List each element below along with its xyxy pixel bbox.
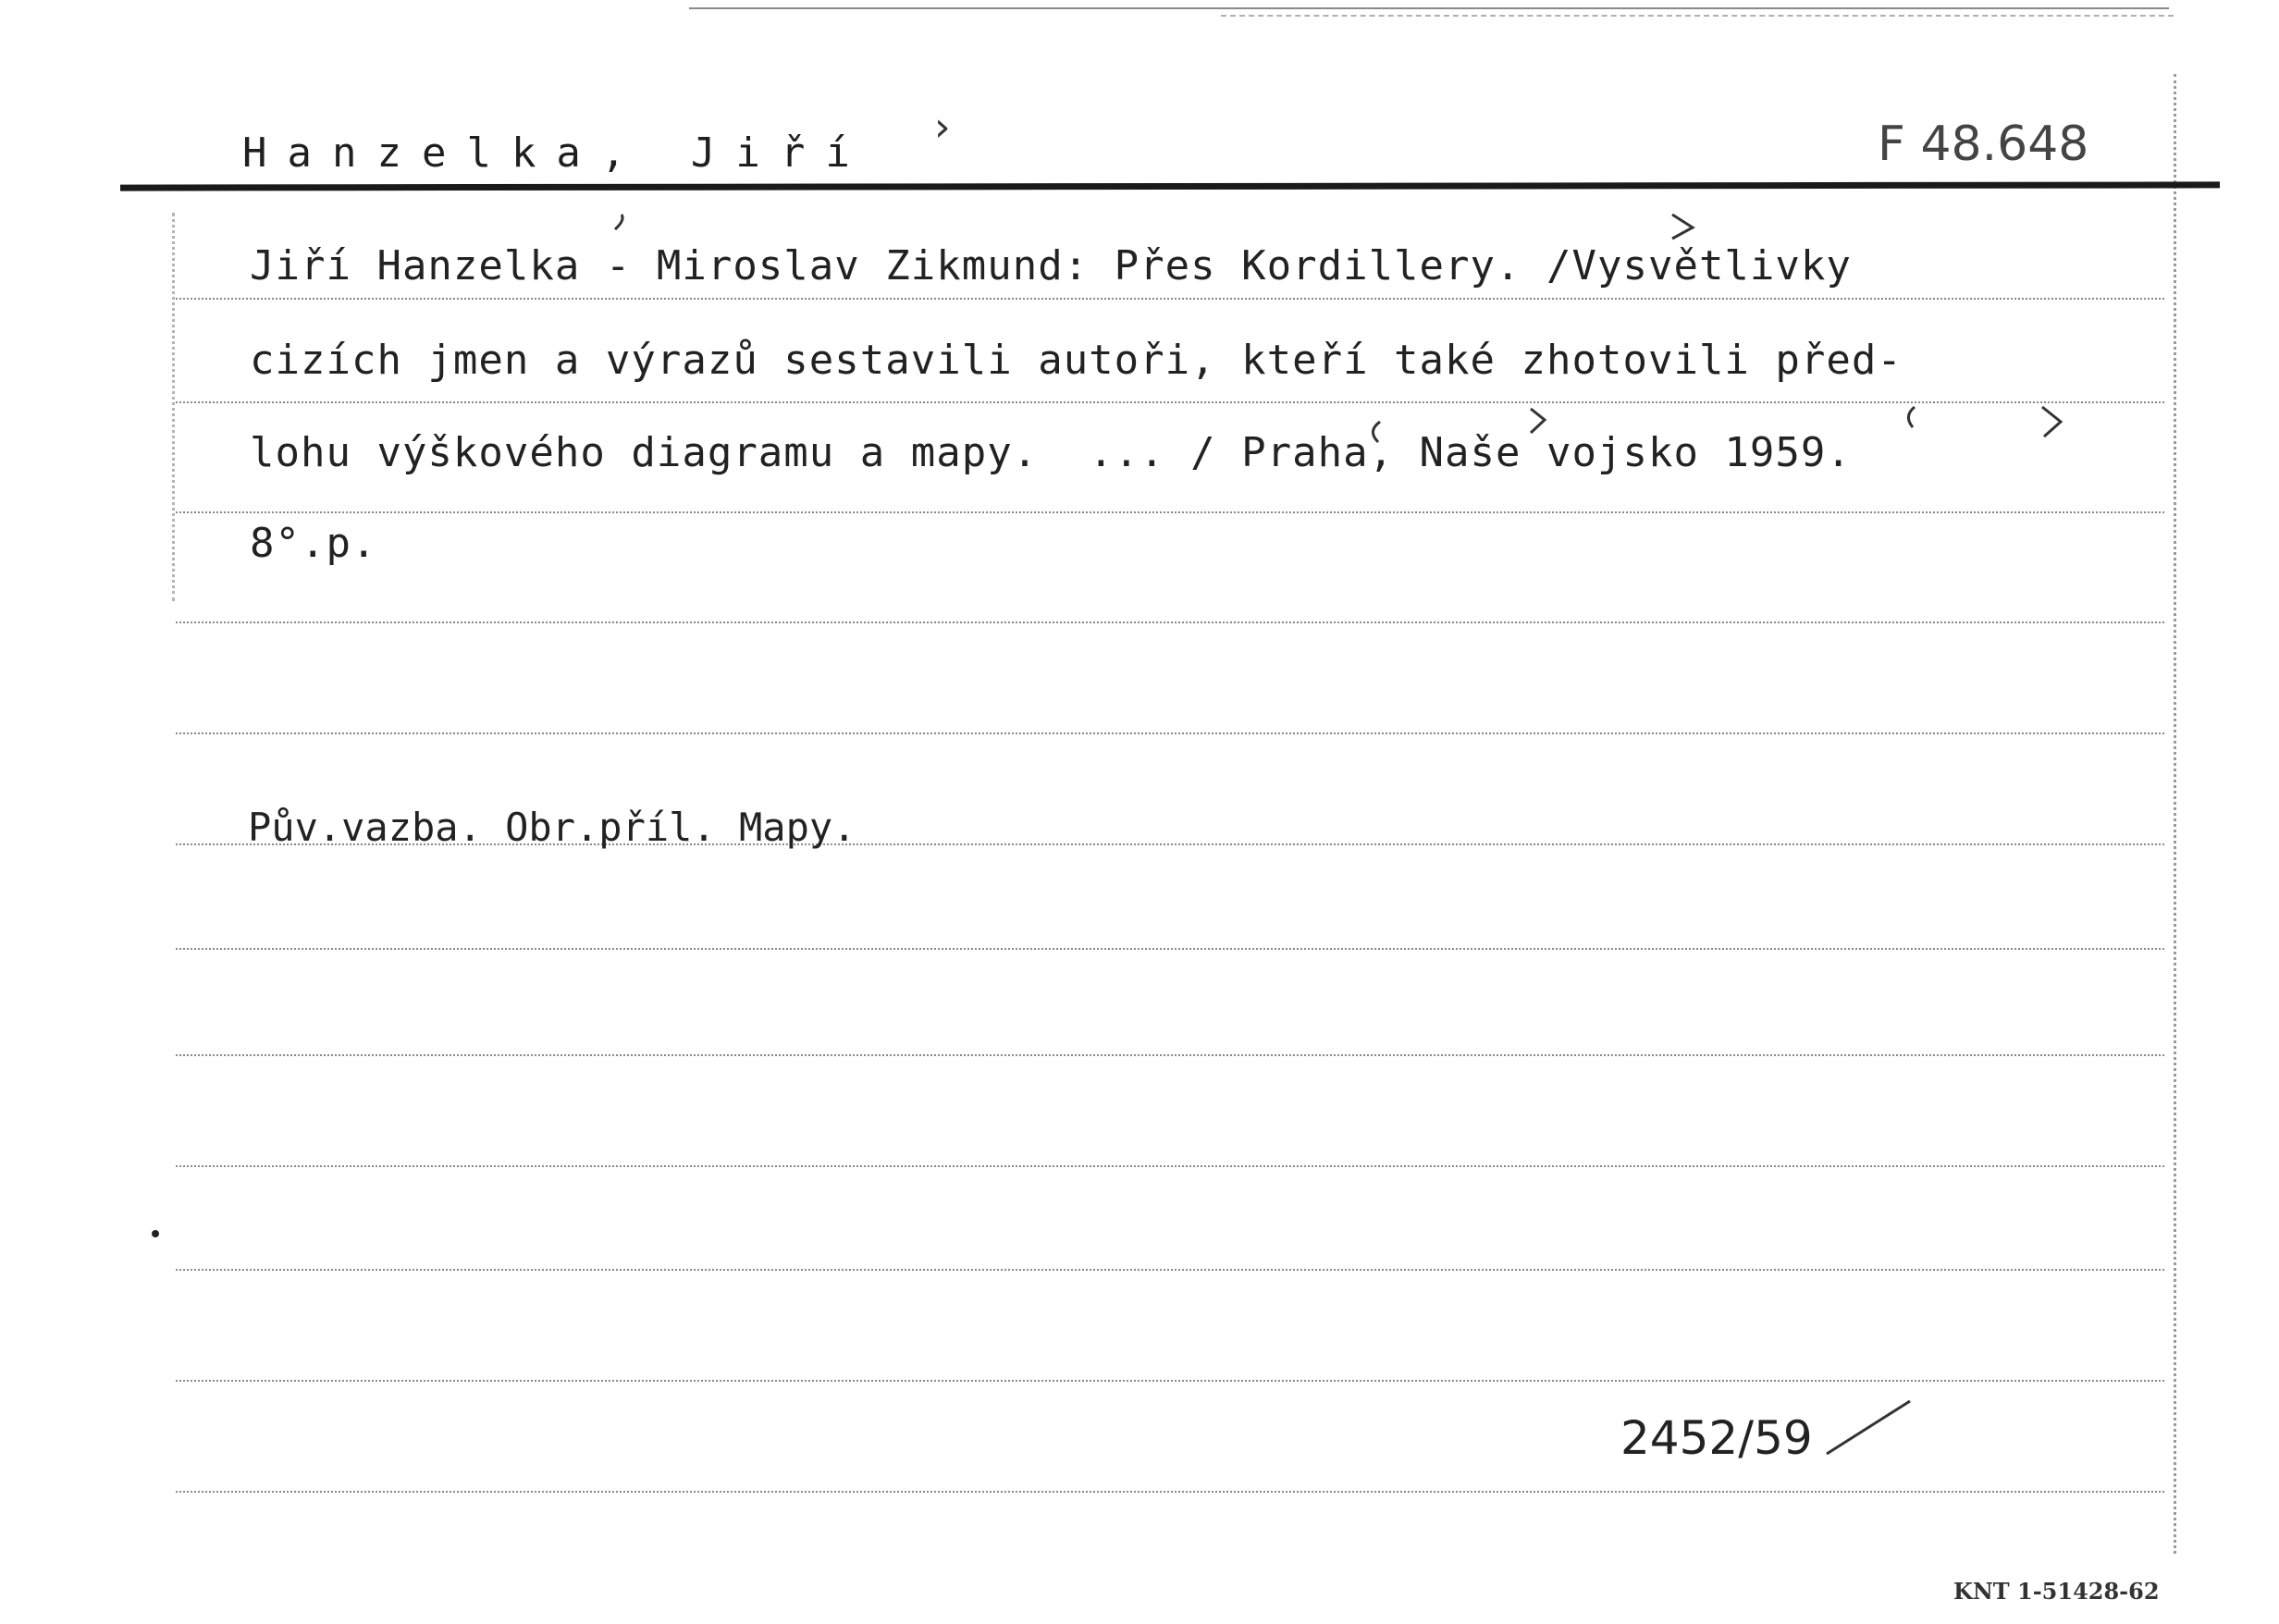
description-line-4: 8°.p. — [250, 520, 377, 567]
dot-mark — [152, 1230, 159, 1237]
caret-mark-icon — [1672, 215, 1693, 239]
caret-mark-icon — [1531, 409, 1545, 433]
accession-number: 2452/59 — [1620, 1411, 1813, 1465]
notes-line: Pův.vazba. Obr.příl. Mapy. — [248, 805, 856, 850]
call-number: F 48.648 — [1878, 117, 2089, 172]
footer-code: KNT 1-51428-62 — [1953, 1578, 2160, 1605]
description-line-2: cizích jmen a výrazů sestavili autoři, kteří také zhotovili před- — [250, 337, 1903, 384]
description-line-3: lohu výškového diagramu a mapy. ... / Praha, Naše vojsko 1959. — [250, 429, 1852, 476]
caret-mark-icon — [1908, 407, 1915, 427]
caret-mark-icon — [2042, 407, 2061, 437]
caret-mark-icon — [615, 215, 622, 229]
heading-author: Hanzelka, Jiří — [242, 129, 870, 177]
insertion-mark-icon: › — [934, 104, 951, 151]
pencil-stroke — [1827, 1401, 1910, 1454]
description-line-1: Jiří Hanzelka - Miroslav Zikmund: Přes Kordillery. /Vysvětlivky — [250, 242, 1852, 289]
caret-mark-icon — [1373, 422, 1380, 442]
